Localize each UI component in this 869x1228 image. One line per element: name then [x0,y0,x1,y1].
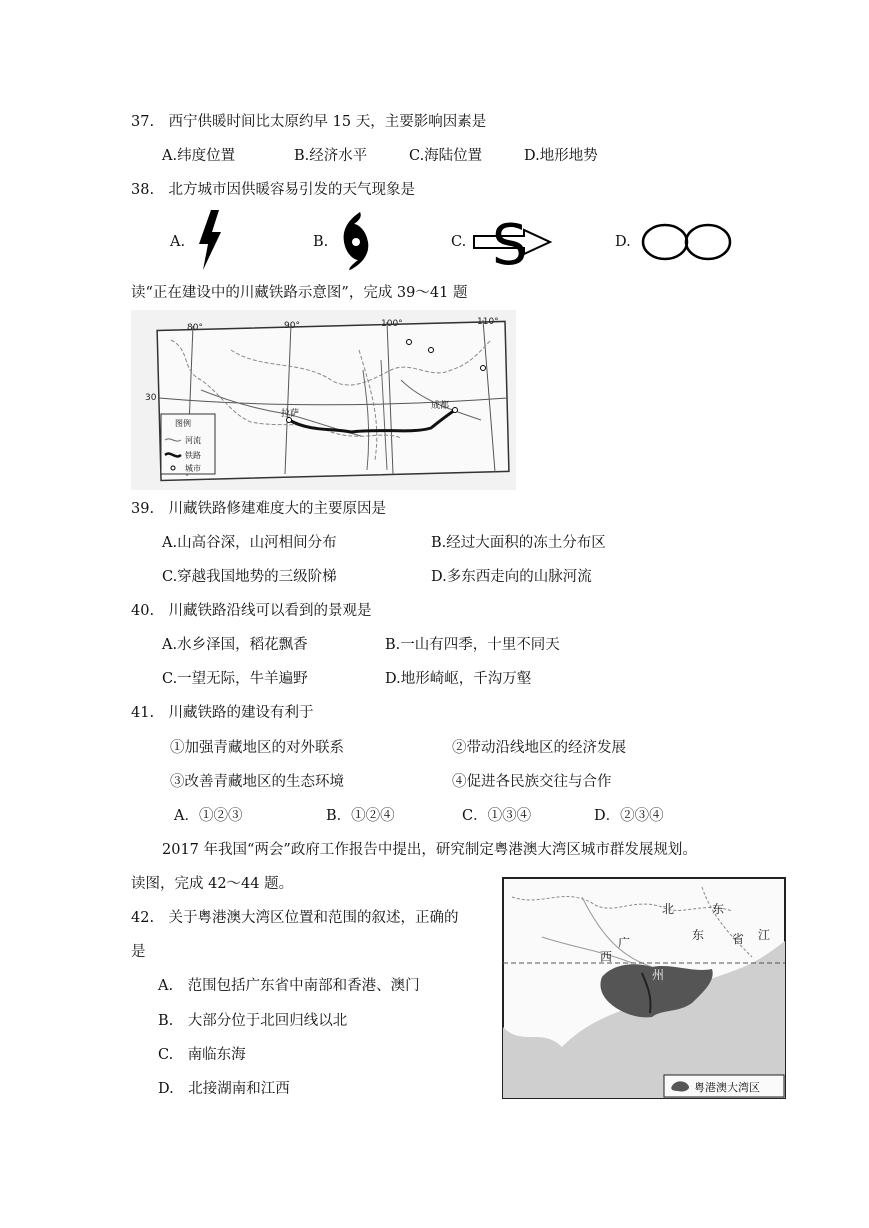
q38-stem: 38. 北方城市因供暖容易引发的天气现象是 [131,182,416,198]
map2-char-guang: 广 [618,936,631,950]
haze-icon [640,222,734,262]
q42-stem-cont: 是 [131,944,146,960]
q41-stem: 41. 川藏铁路的建设有利于 [131,705,314,721]
lon-label-80: 80° [187,323,203,333]
q39-stem: 39. 川藏铁路修建难度大的主要原因是 [131,501,387,517]
q38-option-d[interactable]: D. [615,234,631,250]
q37-option-d[interactable]: D.地形地势 [524,148,598,164]
q42-option-a[interactable]: A. 范围包括广东省中南部和香港、澳门 [158,978,420,994]
passage-42-44-line1: 2017 年我国“两会”政府工作报告中提出，研究制定粤港澳大湾区城市群发展规划。 [162,842,697,858]
q40-option-c[interactable]: C.一望无际，牛羊遍野 [162,671,308,687]
legend-title: 图例 [175,419,191,428]
q39-option-d[interactable]: D.多东西走向的山脉河流 [431,569,592,585]
q37-option-a[interactable]: A.纬度位置 [162,148,236,164]
city-label-chengdu: 成都 [431,401,450,411]
q41-option-c[interactable]: C．①③④ [462,808,532,824]
q41-statement-4: ④促进各民族交往与合作 [452,774,612,790]
lon-label-100: 100° [381,319,403,329]
lightning-icon [195,208,225,272]
passage-42-44-line2: 读图，完成 42～44 题。 [131,876,294,892]
q40-stem: 40. 川藏铁路沿线可以看到的景观是 [131,603,372,619]
q41-statement-3: ③改善青藏地区的生态环境 [170,774,344,790]
q41-statement-1: ①加强青藏地区的对外联系 [170,740,344,756]
lat-label-30: 30 [145,393,157,403]
map2-char-bei: 北 [662,902,675,916]
passage-39-41: 读“正在建设中的川藏铁路示意图”，完成 39～41 题 [131,285,468,301]
q37-option-b[interactable]: B.经济水平 [294,148,368,164]
q41-option-b[interactable]: B．①②④ [326,808,395,824]
sandstorm-icon [468,210,554,272]
q40-option-a[interactable]: A.水乡泽国，稻花飘香 [162,637,308,653]
typhoon-icon [338,210,374,272]
map2-char-dong: 东 [692,928,705,942]
map2-char-xi: 西 [600,950,613,964]
q42-option-c[interactable]: C. 南临东海 [158,1047,246,1063]
q42-option-d[interactable]: D. 北接湖南和江西 [158,1081,290,1097]
map2-legend-label: 粤港澳大湾区 [694,1081,760,1094]
q39-option-b[interactable]: B.经过大面积的冻土分布区 [431,535,606,551]
q41-option-a[interactable]: A．①②③ [174,808,243,824]
q37-stem: 37. 西宁供暖时间比太原约早 15 天，主要影响因素是 [131,114,487,130]
legend-river: 河流 [185,436,201,445]
svg-text:S: S [492,213,528,272]
q42-option-b[interactable]: B. 大部分位于北回归线以北 [158,1013,348,1029]
q41-option-d[interactable]: D．②③④ [594,808,664,824]
q38-option-a[interactable]: A. [170,234,186,250]
legend-city: 城市 [185,464,201,473]
q40-option-b[interactable]: B.一山有四季，十里不同天 [385,637,560,653]
map2-char-jiang: 江 [758,928,771,942]
q39-option-a[interactable]: A.山高谷深，山河相间分布 [162,535,337,551]
q38-option-b[interactable]: B. [313,234,329,250]
q40-option-d[interactable]: D.地形崎岖，千沟万壑 [385,671,532,687]
sichuan-tibet-railway-map [131,310,516,490]
legend-railway: 铁路 [185,451,201,460]
lon-label-110: 110° [477,317,499,327]
map2-char-zhou: 州 [652,968,665,982]
map2-char-dong-2: 东 [712,902,725,916]
q38-option-c[interactable]: C. [451,234,467,250]
q42-stem: 42. 关于粤港澳大湾区位置和范围的叙述，正确的 [131,910,459,926]
map2-char-sheng: 省 [732,932,745,946]
q39-option-c[interactable]: C.穿越我国地势的三级阶梯 [162,569,337,585]
lon-label-90: 90° [284,321,300,331]
q37-option-c[interactable]: C.海陆位置 [409,148,483,164]
q41-statement-2: ②带动沿线地区的经济发展 [452,740,626,756]
city-label-lhasa: 拉萨 [281,409,300,419]
greater-bay-area-map [502,877,786,1099]
